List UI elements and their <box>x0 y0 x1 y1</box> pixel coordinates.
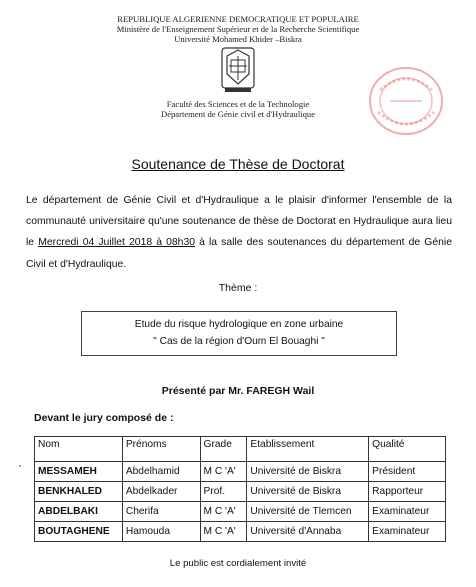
ministry-header: Ministère de l'Enseignement Supérieur et de la Recherche Scientifique <box>116 24 360 34</box>
defense-date-time: Mercredi 04 Juillet 2018 à 08h30 <box>38 237 196 249</box>
table-row <box>35 462 446 482</box>
theme-title: Etude du risque hydrologique en zone urbaine <box>134 319 344 330</box>
jury-grade: M C 'A' <box>200 522 247 542</box>
university-emblem-icon <box>219 46 257 94</box>
column-header: Qualité <box>369 437 446 462</box>
jury-name: BOUTAGHENE <box>35 522 123 542</box>
table-row <box>35 502 446 522</box>
closing-note: Le public est cordialement invité <box>169 558 307 569</box>
announcement-text-start: Le département de Génie Civil et d'Hydraulique a le plaisir d'informer l'ensemble de la communauté universitaire qu'une soutenance de thèse de Doctorat en Hydraulique aura lieu le <box>26 195 452 249</box>
theme-label: Thème : <box>218 282 258 294</box>
jury-grade: Prof. <box>200 482 247 502</box>
jury-institution: Université de Tlemcen <box>247 502 369 522</box>
announcement-paragraph <box>26 190 452 275</box>
jury-grade: M C 'A' <box>200 502 247 522</box>
jury-role: Président <box>369 462 446 482</box>
jury-name: MESSAMEH <box>35 462 123 482</box>
jury-role: Rapporteur <box>369 482 446 502</box>
jury-first-name: Abdelhamid <box>122 462 200 482</box>
department-line: Département de Génie civil et d'Hydraulique <box>160 109 316 119</box>
column-header: Nom <box>35 437 123 462</box>
jury-institution: Université d'Annaba <box>247 522 369 542</box>
jury-intro: Devant le jury composé de : <box>34 412 174 424</box>
table-header-row <box>35 437 446 462</box>
column-header: Prénoms <box>122 437 200 462</box>
candidate-name: FAREGH Wail <box>246 385 315 397</box>
jury-name: ABDELBAKI <box>35 502 123 522</box>
speck-mark <box>19 465 21 467</box>
jury-table <box>34 436 446 542</box>
page-title: Soutenance de Thèse de Doctorat <box>131 156 345 172</box>
faculty-line: Faculté des Sciences et de la Technologie <box>166 99 310 109</box>
jury-grade: M C 'A' <box>200 462 247 482</box>
announcement-text-end: à la salle des soutenances du département de Génie Civil et d'Hydraulique. <box>26 237 452 270</box>
official-stamp-icon <box>364 62 448 140</box>
presented-by-prefix: Présenté par Mr. <box>161 385 247 397</box>
jury-first-name: Cherifa <box>122 502 200 522</box>
theme-subtitle: " Cas de la région d'Oum El Bouaghi " <box>153 336 325 347</box>
column-header: Etablissement <box>247 437 369 462</box>
table-row <box>35 482 446 502</box>
table-row <box>35 522 446 542</box>
jury-role: Examinateur <box>369 522 446 542</box>
presented-by <box>0 385 476 397</box>
jury-first-name: Abdelkader <box>122 482 200 502</box>
jury-role: Examinateur <box>369 502 446 522</box>
jury-institution: Université de Biskra <box>247 482 369 502</box>
republic-header: REPUBLIQUE ALGERIENNE DEMOCRATIQUE ET POPULAIRE <box>117 14 359 24</box>
jury-institution: Université de Biskra <box>247 462 369 482</box>
theme-box <box>81 311 397 356</box>
university-header: Université Mohamed Khider –Biskra <box>174 34 302 44</box>
jury-name: BENKHALED <box>35 482 123 502</box>
column-header: Grade <box>200 437 247 462</box>
jury-first-name: Hamouda <box>122 522 200 542</box>
